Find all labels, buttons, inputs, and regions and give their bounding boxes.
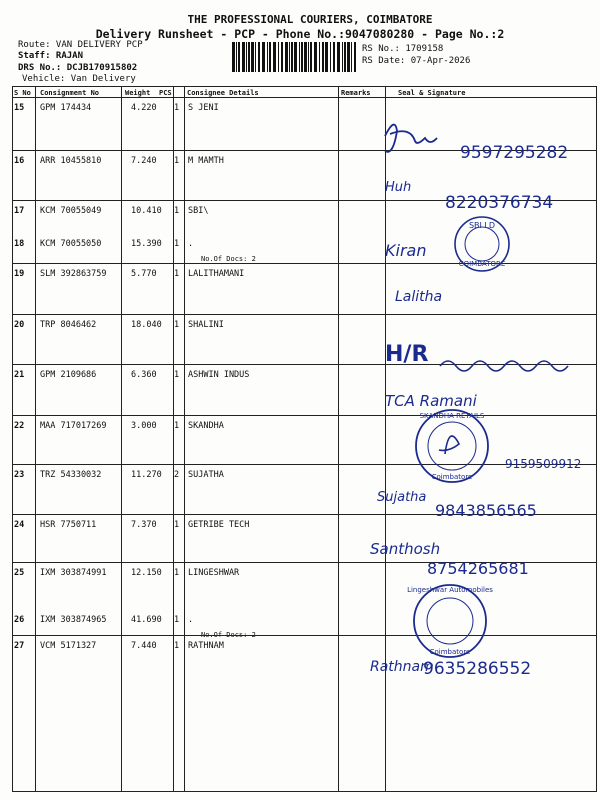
signatures-area <box>355 96 600 786</box>
row-weight: 4.220 <box>131 103 157 113</box>
row-note: No.Of Docs: 2 <box>201 631 256 639</box>
col-weight-header: Weight <box>125 89 151 97</box>
col-sno-header: S No <box>14 89 31 97</box>
barcode-bar <box>251 42 254 72</box>
row-consignee: SKANDHA <box>188 421 224 431</box>
row-consignment: HSR 7750711 <box>40 520 97 530</box>
row-consignment: IXM 303874965 <box>40 615 107 625</box>
row-sno: 20 <box>14 320 25 330</box>
barcode-bar <box>304 42 307 72</box>
barcode-bar <box>299 42 300 72</box>
row-weight: 3.000 <box>131 421 157 431</box>
barcode-bar <box>267 42 268 72</box>
barcode-bar <box>258 42 260 72</box>
row-consignee: SBI\ <box>188 206 209 216</box>
col-consignment-header: Consignment No <box>40 89 100 97</box>
row-weight: 11.270 <box>131 470 162 480</box>
row-pcs: 1 <box>174 206 180 216</box>
barcode-bar <box>246 42 247 72</box>
barcode-bar <box>269 42 271 72</box>
row-sno: 19 <box>14 269 25 279</box>
row-consignee: SUJATHA <box>188 470 224 480</box>
row-sno: 15 <box>14 103 25 113</box>
runsheet-title: Delivery Runsheet - PCP - Phone No.:9047080280 - Page No.:2 <box>95 27 505 41</box>
row-pcs: 1 <box>174 421 180 431</box>
col-pcs-header: PCS <box>159 89 172 97</box>
rs-number: RS No.: 1709158 <box>362 44 444 54</box>
barcode-bar <box>308 42 309 72</box>
signature-21: TCA Ramani <box>385 392 477 410</box>
signature-16: Huh <box>385 180 412 195</box>
company-title: THE PROFESSIONAL COURIERS, COIMBATORE <box>187 13 433 26</box>
signature-20: H/R <box>385 342 429 367</box>
phone-23b: 9843856565 <box>435 501 537 520</box>
row-sno: 23 <box>14 470 25 480</box>
staff-label: Staff: RAJAN <box>18 51 84 61</box>
barcode-bar <box>236 42 237 72</box>
row-sno: 17 <box>14 206 25 216</box>
row-consignee: . <box>188 615 194 625</box>
row-sno: 26 <box>14 615 25 625</box>
sbi-stamp-top: SBI LD <box>468 221 496 230</box>
row-pcs: 1 <box>174 239 180 249</box>
col-remarks-header: Remarks <box>341 89 371 97</box>
phone-27: 9635286552 <box>423 659 532 679</box>
phone-16: 8220376734 <box>445 193 554 213</box>
row-consignment: KCM 70055049 <box>40 206 102 216</box>
barcode-bar <box>342 42 343 72</box>
barcode-bar <box>273 42 276 72</box>
lingeshwar-stamp-top: Lingeshwar Automobiles <box>407 586 493 594</box>
row-consignee: GETRIBE TECH <box>188 520 250 530</box>
skandha-stamp-top: SKANDHA RETAILS <box>419 412 485 420</box>
row-pcs: 1 <box>174 320 180 330</box>
barcode-bar <box>289 42 290 72</box>
signature-19: Lalitha <box>395 289 443 305</box>
barcode-bar <box>285 42 288 72</box>
rs-date: RS Date: 07-Apr-2026 <box>362 56 471 66</box>
row-consignment: MAA 717017269 <box>40 421 107 431</box>
row-consignment: TRP 8046462 <box>40 320 97 330</box>
barcode-bar <box>325 42 328 72</box>
barcode-bar <box>351 42 352 72</box>
barcode-bar <box>262 42 265 72</box>
row-consignment: ARR 10455810 <box>40 156 102 166</box>
row-consignee: . <box>188 239 194 249</box>
barcode-bar <box>337 42 340 72</box>
barcode-bar <box>238 42 240 72</box>
row-consignment: TRZ 54330032 <box>40 470 102 480</box>
signature-27: Rathnam <box>370 659 434 675</box>
vehicle-label: Vehicle: Van Delivery <box>22 74 136 84</box>
signature-24: Santhosh <box>370 540 441 558</box>
row-pcs: 1 <box>174 103 180 113</box>
signature-23: Sujatha <box>377 490 427 505</box>
barcode-bar <box>248 42 250 72</box>
row-pcs: 1 <box>174 156 180 166</box>
row-weight: 7.240 <box>131 156 157 166</box>
row-consignment: IXM 303874991 <box>40 568 107 578</box>
barcode-bar <box>301 42 303 72</box>
barcode-bar <box>322 42 324 72</box>
barcode-bar <box>314 42 317 72</box>
row-weight: 6.360 <box>131 370 157 380</box>
row-sno: 24 <box>14 520 25 530</box>
barcode-bar <box>333 42 335 72</box>
row-consignment: GPM 174434 <box>40 103 92 113</box>
signature-18: Kiran <box>385 241 427 260</box>
barcode-bar <box>347 42 350 72</box>
row-pcs: 1 <box>174 641 180 651</box>
lingeshwar-stamp-bottom: Coimbatore <box>429 648 471 656</box>
row-sno: 21 <box>14 370 25 380</box>
row-weight: 18.040 <box>131 320 162 330</box>
skandha-stamp-bottom: Coimbatore <box>431 473 473 481</box>
row-weight: 12.150 <box>131 568 162 578</box>
col-signature-header: Seal & Signature <box>398 89 466 97</box>
col-consignee-header: Consignee Details <box>187 89 259 97</box>
row-pcs: 1 <box>174 269 180 279</box>
row-pcs: 1 <box>174 568 180 578</box>
row-sno: 16 <box>14 156 25 166</box>
row-weight: 5.770 <box>131 269 157 279</box>
sbi-stamp-bottom: COIMBATORE <box>458 260 506 268</box>
row-pcs: 1 <box>174 520 180 530</box>
row-consignee: LALITHAMANI <box>188 269 245 279</box>
phone-24: 8754265681 <box>427 559 529 578</box>
row-consignee: S JENI <box>188 103 219 113</box>
drs-number: DRS No.: DCJB170915802 <box>18 63 138 73</box>
row-pcs: 1 <box>174 615 180 625</box>
row-consignee: SHALINI <box>188 320 224 330</box>
row-consignment: GPM 2109686 <box>40 370 97 380</box>
row-consignee: LINGESHWAR <box>188 568 240 578</box>
barcode-bar <box>330 42 331 72</box>
row-weight: 15.390 <box>131 239 162 249</box>
route-label: Route: VAN DELIVERY PCP <box>18 40 143 50</box>
barcode-bar <box>255 42 256 72</box>
row-sno: 27 <box>14 641 25 651</box>
barcode-bar <box>344 42 346 72</box>
row-sno: 18 <box>14 239 25 249</box>
row-pcs: 1 <box>174 370 180 380</box>
barcode-bar <box>319 42 320 72</box>
sbi-stamp <box>455 217 509 271</box>
barcode-bar <box>278 42 279 72</box>
row-consignee: M MAMTH <box>188 156 224 166</box>
lingeshwar-stamp <box>407 585 493 657</box>
row-note: No.Of Docs: 2 <box>201 255 256 263</box>
row-sno: 25 <box>14 568 25 578</box>
skandha-stamp <box>416 410 488 482</box>
barcode-bar <box>291 42 293 72</box>
row-weight: 7.440 <box>131 641 157 651</box>
barcode-bar <box>310 42 312 72</box>
row-consignment: KCM 70055050 <box>40 239 102 249</box>
row-sno: 22 <box>14 421 25 431</box>
phone-15: 9597295282 <box>460 143 569 163</box>
barcode-bar <box>242 42 245 72</box>
row-pcs: 2 <box>174 470 180 480</box>
phone-21-scribble <box>440 361 568 371</box>
barcode-bar <box>354 42 356 72</box>
signature-15 <box>385 125 437 152</box>
barcode-bar <box>281 42 283 72</box>
barcode-image <box>232 42 358 72</box>
barcode-bar <box>294 42 297 72</box>
row-consignee: RATHNAM <box>188 641 224 651</box>
row-weight: 7.370 <box>131 520 157 530</box>
row-consignment: SLM 392863759 <box>40 269 107 279</box>
row-consignment: VCM 5171327 <box>40 641 97 651</box>
row-weight: 41.690 <box>131 615 162 625</box>
phone-23: 9159509912 <box>505 457 582 471</box>
row-weight: 10.410 <box>131 206 162 216</box>
row-consignee: ASHWIN INDUS <box>188 370 250 380</box>
barcode-bar <box>232 42 235 72</box>
